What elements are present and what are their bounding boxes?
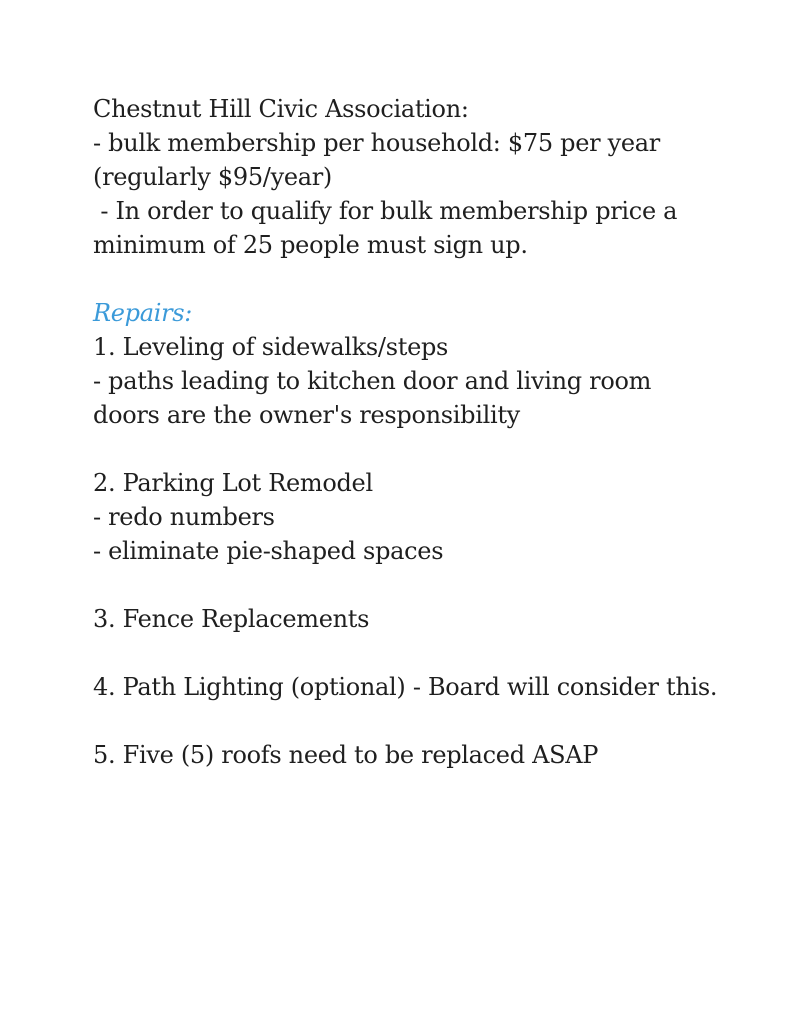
item-spacer (93, 568, 733, 602)
repair-item-title: 5. Five (5) roofs need to be replaced ASAP (93, 741, 599, 769)
repair-item-title: 3. Fence Replacements (93, 605, 370, 633)
repairs-section (93, 296, 733, 772)
bulk-membership-line: - bulk membership per household: $75 per year (93, 129, 660, 157)
regular-price-line: (regularly $95/year) (93, 163, 332, 191)
qualify-line-1: - In order to qualify for bulk membership price a (93, 197, 678, 225)
repair-item-title: 4. Path Lighting (optional) - Board will consider this. (93, 673, 718, 701)
civic-association-section (93, 92, 733, 262)
item-spacer (93, 432, 733, 466)
document-page (93, 92, 733, 772)
repairs-heading: Repairs: (93, 299, 193, 327)
repair-item-title: 2. Parking Lot Remodel (93, 469, 373, 497)
repair-item-title: 1. Leveling of sidewalks/steps (93, 333, 449, 361)
qualify-line-2: minimum of 25 people must sign up. (93, 231, 528, 259)
repair-item-note: - eliminate pie-shaped spaces (93, 537, 444, 565)
repair-item-note: - redo numbers (93, 503, 275, 531)
item-spacer (93, 636, 733, 670)
civic-association-title: Chestnut Hill Civic Association: (93, 95, 469, 123)
section-spacer (93, 262, 733, 296)
item-spacer (93, 704, 733, 738)
repair-item-note: doors are the owner's responsibility (93, 401, 520, 429)
repair-item-note: - paths leading to kitchen door and living room (93, 367, 652, 395)
